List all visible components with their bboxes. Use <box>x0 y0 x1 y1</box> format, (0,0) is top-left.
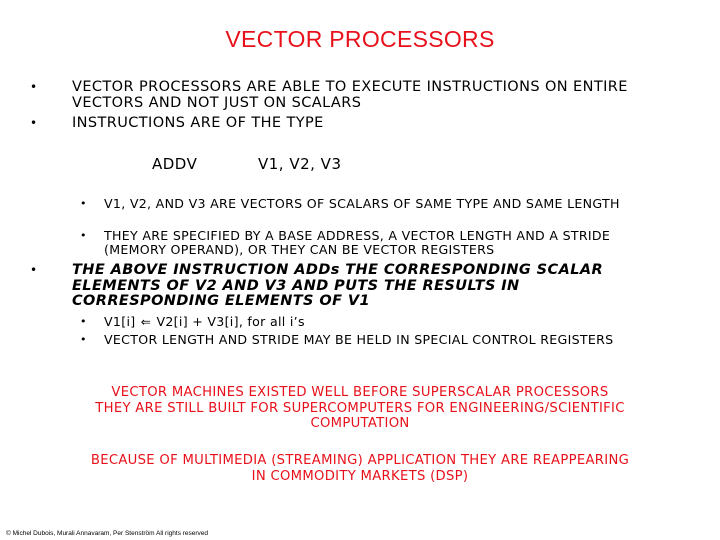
slide-title: VECTOR PROCESSORS <box>225 26 495 52</box>
assign-rhs: V2[i] + V3[i], for all i’s <box>156 314 305 329</box>
assign-lhs: V1[i] <box>104 314 136 329</box>
red-paragraph-line: VECTOR MACHINES EXISTED WELL BEFORE SUPERSCALAR PROCESSORS <box>111 385 609 400</box>
instruction-opcode: ADDV <box>152 155 198 173</box>
bullet-dot-icon: • <box>30 116 38 130</box>
red-paragraph <box>0 385 720 432</box>
bullet-item <box>0 80 672 111</box>
sub-bullet-text: VECTOR LENGTH AND STRIDE MAY BE HELD IN SPECIAL CONTROL REGISTERS <box>104 332 614 347</box>
left-arrow-icon: ⇐ <box>140 315 152 329</box>
instruction-operands: V1, V2, V3 <box>258 155 342 173</box>
sub-bullet-text: THEY ARE SPECIFIED BY A BASE ADDRESS, A VECTOR LENGTH AND A STRIDE (MEMORY OPERAND), OR THEY CAN BE VECTOR REGISTERS <box>104 228 611 257</box>
copyright-footer: © Michel Dubois, Murali Annavaram, Per Stenström All rights reserved <box>6 530 209 537</box>
bullet-text: VECTOR PROCESSORS ARE ABLE TO EXECUTE INSTRUCTIONS ON ENTIRE VECTORS AND NOT JUST ON SCALARS <box>72 79 628 111</box>
bullet-text: INSTRUCTIONS ARE OF THE TYPE <box>72 115 324 131</box>
red-paragraph <box>0 453 720 484</box>
red-paragraph-line: IN COMMODITY MARKETS (DSP) <box>251 468 469 484</box>
sub-bullet-text <box>104 315 644 330</box>
bullet-dot-icon: • <box>30 80 38 94</box>
sub-bullet-item <box>0 333 644 347</box>
sub-bullet-item <box>0 229 644 256</box>
red-paragraph-line: COMPUTATION <box>310 416 410 431</box>
bullet-item <box>0 116 672 132</box>
bullet-dot-icon: • <box>80 229 87 242</box>
red-paragraph-line: THEY ARE STILL BUILT FOR SUPERCOMPUTERS FOR ENGINEERING/SCIENTIFIC <box>95 400 625 416</box>
sub-bullet-text: V1, V2, AND V3 ARE VECTORS OF SCALARS OF SAME TYPE AND SAME LENGTH <box>104 196 620 211</box>
bullet-dot-icon: • <box>30 263 38 277</box>
bullet-dot-icon: • <box>80 315 87 328</box>
sub-bullet-item <box>0 315 644 330</box>
sub-bullet-item <box>0 197 644 211</box>
bullet-dot-icon: • <box>80 333 87 346</box>
bullet-dot-icon: • <box>80 197 87 210</box>
bullet-item <box>0 263 652 310</box>
red-paragraph-line: BECAUSE OF MULTIMEDIA (STREAMING) APPLICATION THEY ARE REAPPEARING <box>90 453 630 468</box>
bullet-text-emphasis: THE ABOVE INSTRUCTION ADDs THE CORRESPONDING SCALAR ELEMENTS OF V2 AND V3 AND PUTS THE RESULTS IN CORRESPONDING ELEMENTS OF V1 <box>72 262 604 309</box>
